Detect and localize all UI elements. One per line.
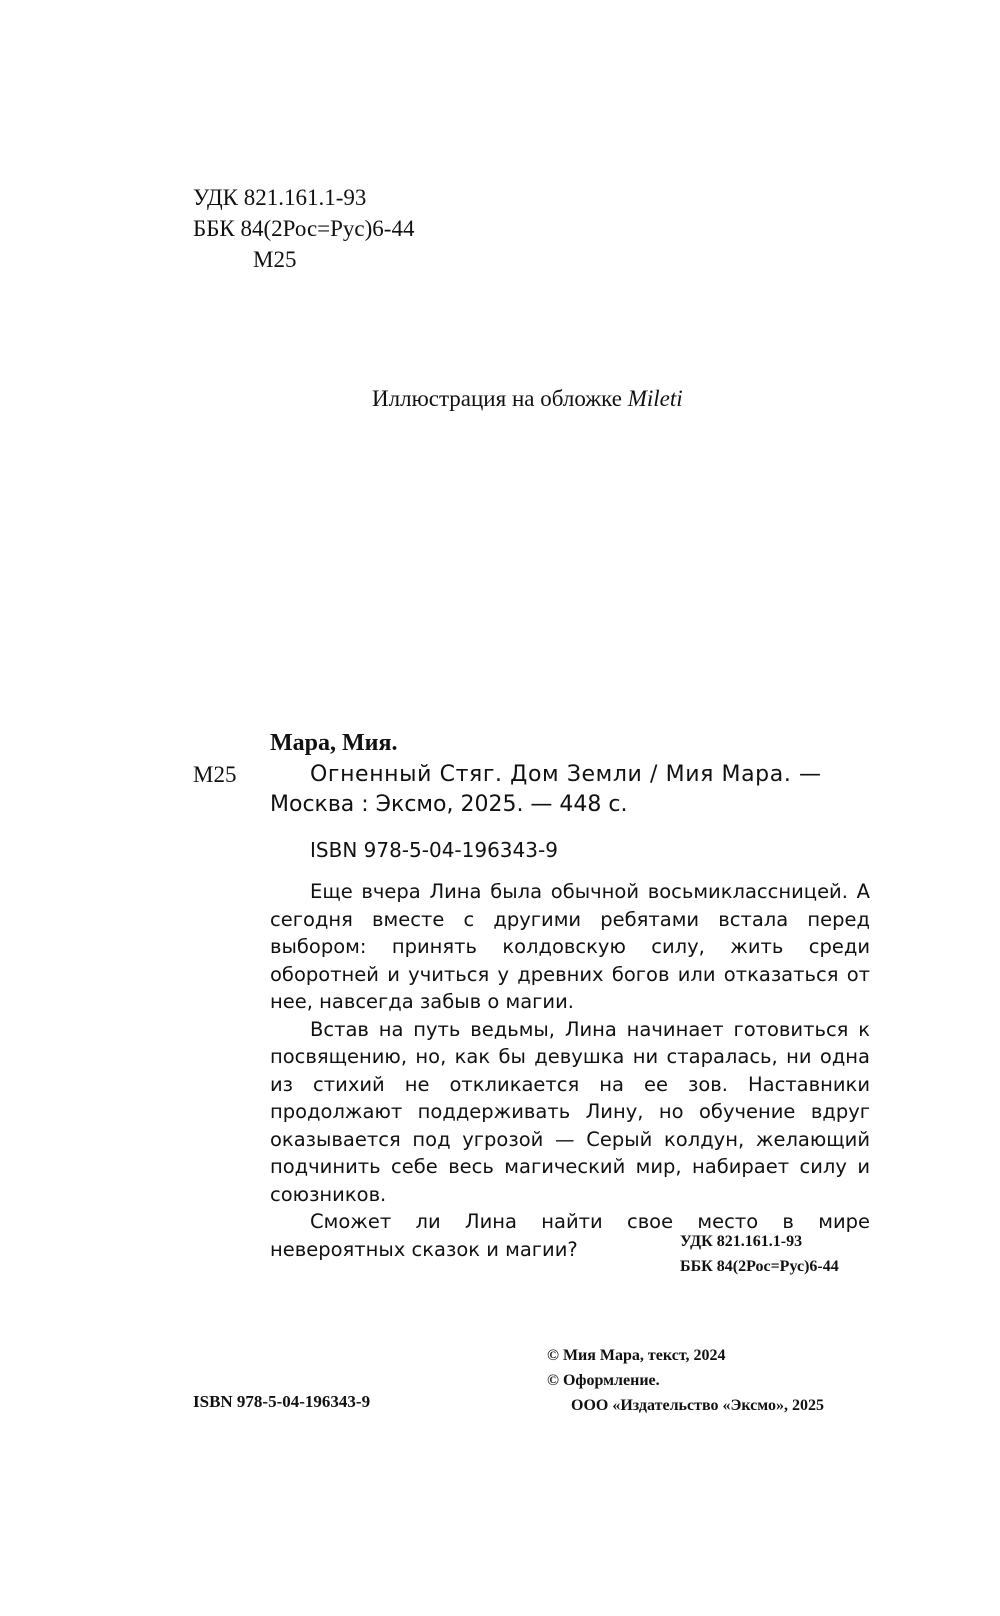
- annotation-paragraph-2: Встав на путь ведьмы, Лина начинает готовиться к посвящению, но, как бы девушка ни старалась, ни одна из стихий не откликается на ее зов. Наставники продолжают поддерживать Лину, но обучение вдруг оказывается под угрозой — Серый колдун, желающий подчинить себе весь магический мир, набирает силу и союзников.: [270, 1017, 870, 1206]
- annotation-paragraph-1: Еще вчера Лина была обычной восьмиклассницей. А сегодня вместе с другими ребятами встала перед выбором: принять колдовскую силу, жить среди оборотней и учиться у древних богов или отказаться от нее, навсегда забыв о магии.: [270, 880, 870, 1013]
- illustration-label: Иллюстрация на обложке: [372, 386, 622, 411]
- header-udk: УДК 821.161.1-93: [193, 185, 367, 210]
- header-author-mark: М25: [253, 247, 297, 272]
- illustration-credit: [372, 386, 683, 412]
- isbn-bottom: ISBN 978-5-04-196343-9: [193, 1392, 371, 1411]
- header-bbk: ББК 84(2Рос=Рус)6-44: [193, 216, 415, 241]
- copyright-design: © Оформление.: [547, 1372, 660, 1389]
- bib-author-mark: М25: [193, 762, 237, 787]
- copyright-publisher: ООО «Издательство «Эксмо», 2025: [571, 1397, 824, 1414]
- bib-title-line: Огненный Стяг. Дом Земли / Мия Мара. —: [310, 762, 822, 787]
- bib-isbn: ISBN 978-5-04-196343-9: [310, 838, 558, 862]
- annotation-paragraph-3: Сможет ли Лина найти свое место в мире невероятных сказок и магии?: [270, 1210, 870, 1261]
- illustration-artist: Mileti: [627, 386, 683, 411]
- annotation: [270, 878, 870, 1263]
- bottom-bbk: ББК 84(2Рос=Рус)6-44: [680, 1258, 839, 1275]
- copyright-text: © Мия Мара, текст, 2024: [547, 1347, 726, 1364]
- bib-author: Мара, Мия.: [270, 730, 398, 756]
- bottom-udk: УДК 821.161.1-93: [680, 1233, 803, 1250]
- bib-publication-line: Москва : Эксмо, 2025. — 448 с.: [270, 792, 628, 817]
